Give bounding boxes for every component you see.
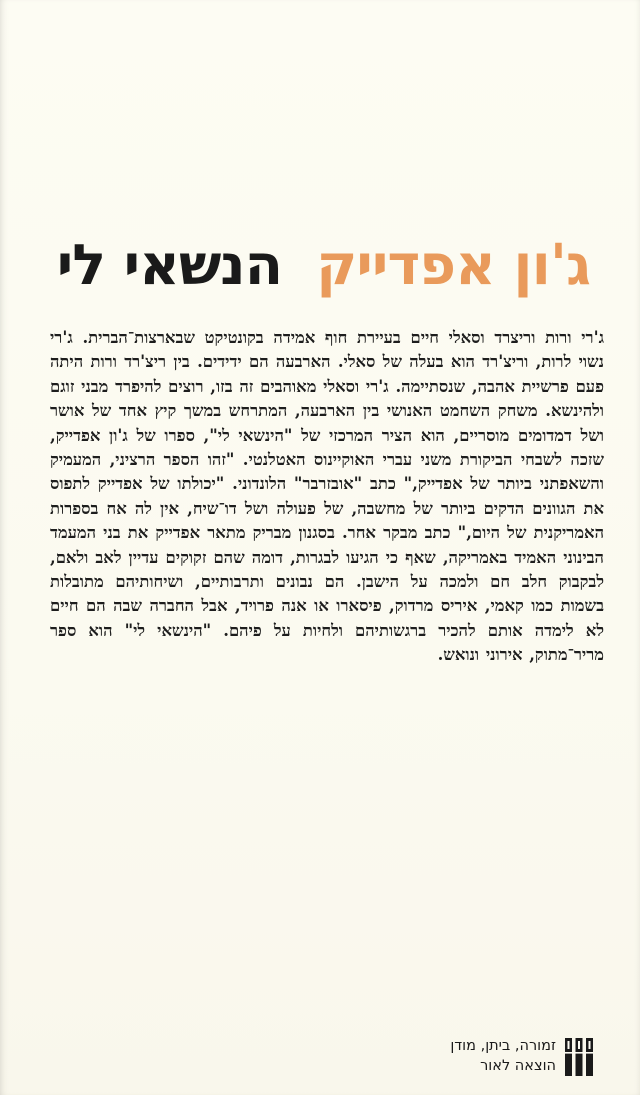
publisher-line-1: זמורה, ביתן, מודן xyxy=(450,1038,556,1054)
author-name: ג'ון אפדייק xyxy=(316,233,590,298)
publisher-line-2: הוצאה לאור xyxy=(480,1058,556,1074)
book-title: הנשאי לי xyxy=(56,233,283,298)
title-row xyxy=(56,233,590,308)
publisher-name xyxy=(450,1036,556,1076)
publisher-logo-icon xyxy=(564,1034,594,1078)
publisher-block xyxy=(434,1030,594,1082)
blurb-text: ג'רי ורות וריצרד וסאלי חיים בעיירת חוף אמידה בקונטיקט שבארצות־הברית. ג'רי נשוי לרות, וריצ'רד הוא בעלה של סאלי. הארבעה הם ידידים. בין ריצ'רד ורות היתה פעם פרשיית אהבה, שנסתיימה. ג'רי וסאלי מאוהבים זה בזו, רוצים להיפרד מבני זוגם ולהינשא. משחק השחמט האנושי בין הארבעה, המתרחש במשך קיץ אחד של אושר ושל דמדומים מוסריים, הוא הציר המרכזי של "הינשאי לי", ספרו של ג'ון אפדייק, שזכה לשבחי הביקורת משני עברי האוקיינוס האטלנטי. "זהו הספר הרציני, המעמיק והשאפתני ביותר של אפדייק," כתב "אובזרבר" הלונדוני. "יכולתו של אפדייק לתפוס את הגוונים הדקים ביותר של מחשבה, של פעולה ושל דו־שיח, אין לה אח בספרות האמריקנית של היום," כתב מבקר אחר. בסגנון מבריק מתאר אפדייק את בני המעמד הבינוני האמיד באמריקה, שאף כי הגיעו לבגרות, דומה שהם זקוקים עדיין לאב ולאם, לבקבוק חלב חם ולמכה על הישבן. הם נבונים ותרבותיים, ושיחותיהם מתובלות בשמות כמו קאמי, איריס מרדוק, פיסארו או אנה פרויד, אבל החברה שבה הם חיים לא לימדה אותם להכיר ברגשותיהם ולחיות על פיהם. "הינשאי לי" הוא ספר מריר־מתוק, אירוני ונואש. xyxy=(50,328,604,665)
